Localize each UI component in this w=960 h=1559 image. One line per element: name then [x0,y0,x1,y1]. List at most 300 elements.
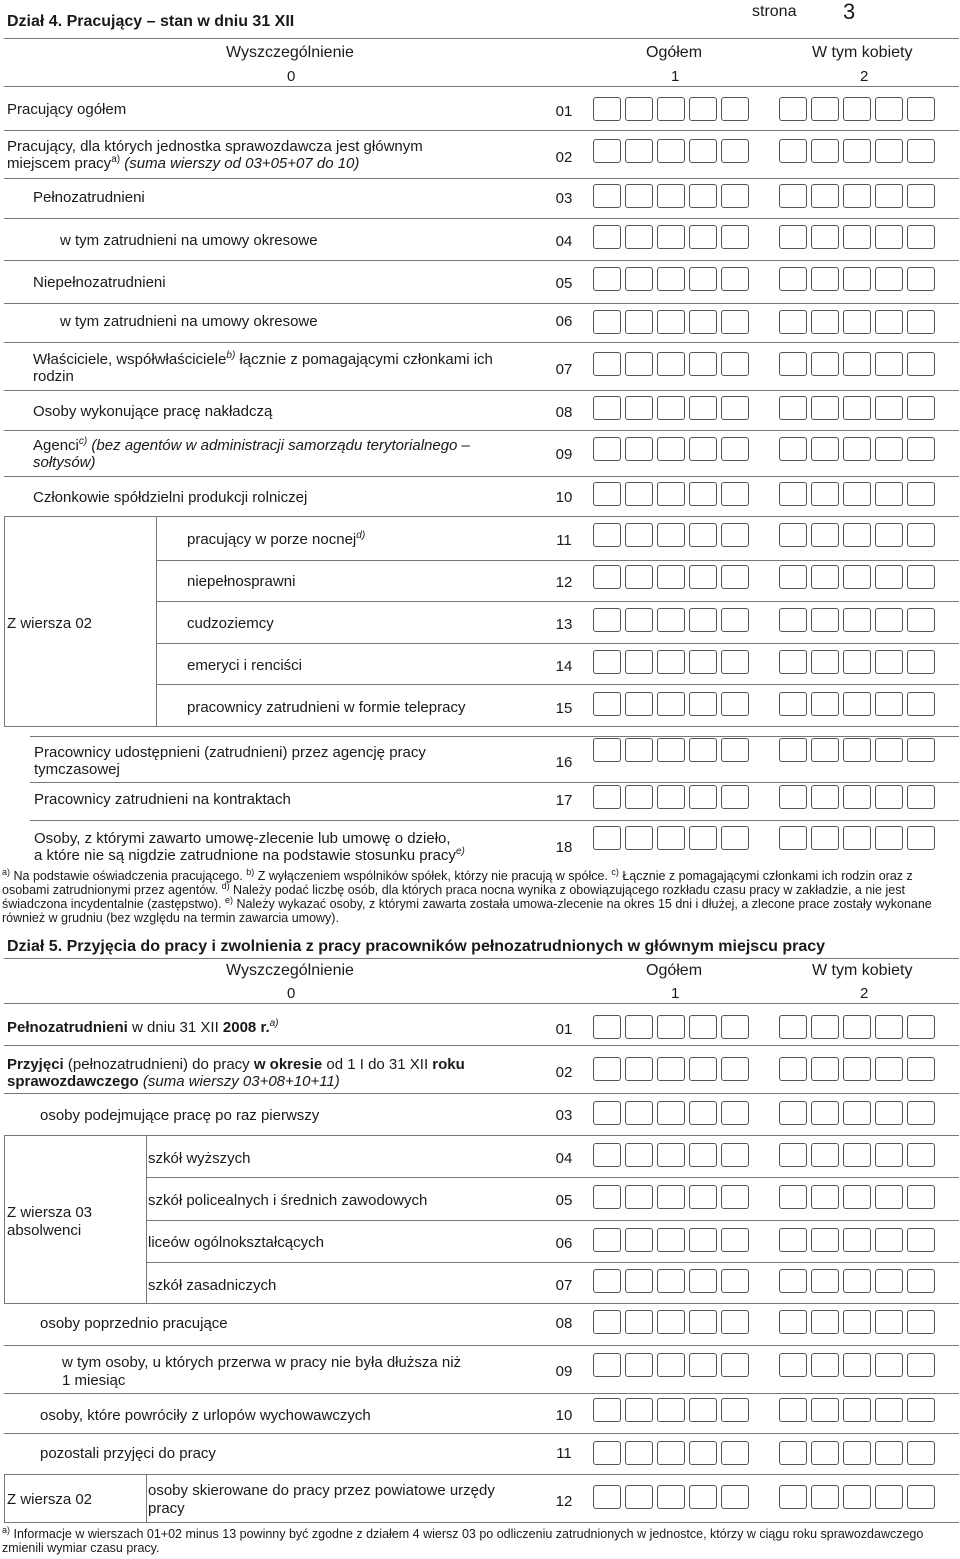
digit-input-box[interactable] [875,738,903,762]
digit-input-box[interactable] [689,184,717,208]
digit-input-box[interactable] [721,1057,749,1081]
digit-input-box[interactable] [593,1441,621,1465]
digit-input-box[interactable] [721,184,749,208]
digit-input-box[interactable] [657,785,685,809]
digit-input-box[interactable] [779,608,807,632]
digit-input-box[interactable] [657,1015,685,1039]
digit-input-box[interactable] [811,1310,839,1334]
digit-input-box[interactable] [843,310,871,334]
digit-input-box[interactable] [625,523,653,547]
digit-input-box[interactable] [593,396,621,420]
digit-input-box[interactable] [593,184,621,208]
digit-input-box[interactable] [875,139,903,163]
digit-input-box[interactable] [689,1015,717,1039]
digit-input-box[interactable] [843,482,871,506]
digit-input-box[interactable] [875,565,903,589]
digit-input-box[interactable] [657,1485,685,1509]
digit-input-box[interactable] [875,608,903,632]
digit-input-box[interactable] [593,1015,621,1039]
digit-input-box[interactable] [689,523,717,547]
digit-input-box[interactable] [593,692,621,716]
digit-input-box[interactable] [811,523,839,547]
digit-input-box[interactable] [843,225,871,249]
digit-input-box[interactable] [811,1398,839,1422]
digit-input-box[interactable] [689,565,717,589]
digit-input-box[interactable] [721,1015,749,1039]
digit-input-box[interactable] [875,1057,903,1081]
digit-input-box[interactable] [907,1485,935,1509]
digit-input-box[interactable] [625,97,653,121]
digit-input-box[interactable] [811,437,839,461]
digit-input-box[interactable] [721,1143,749,1167]
digit-input-box[interactable] [779,1228,807,1252]
digit-input-box[interactable] [811,1441,839,1465]
digit-input-box[interactable] [625,352,653,376]
digit-input-box[interactable] [721,692,749,716]
digit-input-box[interactable] [689,1310,717,1334]
digit-input-box[interactable] [811,1269,839,1293]
digit-input-box[interactable] [689,352,717,376]
digit-input-box[interactable] [721,650,749,674]
digit-input-box[interactable] [843,1441,871,1465]
digit-input-box[interactable] [811,225,839,249]
digit-input-box[interactable] [689,650,717,674]
digit-input-box[interactable] [779,437,807,461]
digit-input-box[interactable] [593,1269,621,1293]
digit-input-box[interactable] [843,785,871,809]
digit-input-box[interactable] [721,139,749,163]
digit-input-box[interactable] [843,437,871,461]
digit-input-box[interactable] [843,608,871,632]
digit-input-box[interactable] [779,97,807,121]
digit-input-box[interactable] [907,482,935,506]
digit-input-box[interactable] [779,310,807,334]
digit-input-box[interactable] [907,352,935,376]
digit-input-box[interactable] [721,1310,749,1334]
digit-input-box[interactable] [593,352,621,376]
digit-input-box[interactable] [811,608,839,632]
digit-input-box[interactable] [875,396,903,420]
digit-input-box[interactable] [625,1143,653,1167]
digit-input-box[interactable] [593,1310,621,1334]
digit-input-box[interactable] [875,1228,903,1252]
digit-input-box[interactable] [721,482,749,506]
digit-input-box[interactable] [907,1398,935,1422]
digit-input-box[interactable] [625,267,653,291]
digit-input-box[interactable] [593,1228,621,1252]
digit-input-box[interactable] [721,785,749,809]
digit-input-box[interactable] [811,97,839,121]
digit-input-box[interactable] [907,225,935,249]
digit-input-box[interactable] [779,352,807,376]
digit-input-box[interactable] [657,608,685,632]
digit-input-box[interactable] [875,1015,903,1039]
digit-input-box[interactable] [689,826,717,850]
digit-input-box[interactable] [875,785,903,809]
digit-input-box[interactable] [625,482,653,506]
digit-input-box[interactable] [657,352,685,376]
digit-input-box[interactable] [593,785,621,809]
digit-input-box[interactable] [657,139,685,163]
digit-input-box[interactable] [657,225,685,249]
digit-input-box[interactable] [875,310,903,334]
digit-input-box[interactable] [689,1269,717,1293]
digit-input-box[interactable] [625,1185,653,1209]
digit-input-box[interactable] [689,396,717,420]
digit-input-box[interactable] [875,1310,903,1334]
digit-input-box[interactable] [843,1398,871,1422]
digit-input-box[interactable] [811,565,839,589]
digit-input-box[interactable] [625,437,653,461]
digit-input-box[interactable] [625,1057,653,1081]
digit-input-box[interactable] [779,1310,807,1334]
digit-input-box[interactable] [907,1441,935,1465]
digit-input-box[interactable] [625,826,653,850]
digit-input-box[interactable] [593,1057,621,1081]
digit-input-box[interactable] [843,396,871,420]
digit-input-box[interactable] [721,523,749,547]
digit-input-box[interactable] [657,1057,685,1081]
digit-input-box[interactable] [721,1101,749,1125]
digit-input-box[interactable] [689,1398,717,1422]
digit-input-box[interactable] [811,396,839,420]
digit-input-box[interactable] [721,608,749,632]
digit-input-box[interactable] [625,738,653,762]
digit-input-box[interactable] [721,1228,749,1252]
digit-input-box[interactable] [843,184,871,208]
digit-input-box[interactable] [593,1485,621,1509]
digit-input-box[interactable] [811,1485,839,1509]
digit-input-box[interactable] [811,692,839,716]
digit-input-box[interactable] [907,1057,935,1081]
digit-input-box[interactable] [721,437,749,461]
digit-input-box[interactable] [843,565,871,589]
digit-input-box[interactable] [779,482,807,506]
digit-input-box[interactable] [907,826,935,850]
digit-input-box[interactable] [811,482,839,506]
digit-input-box[interactable] [843,267,871,291]
digit-input-box[interactable] [875,482,903,506]
digit-input-box[interactable] [811,738,839,762]
digit-input-box[interactable] [593,225,621,249]
digit-input-box[interactable] [593,1353,621,1377]
digit-input-box[interactable] [593,267,621,291]
digit-input-box[interactable] [875,1485,903,1509]
digit-input-box[interactable] [593,139,621,163]
digit-input-box[interactable] [625,310,653,334]
digit-input-box[interactable] [779,738,807,762]
digit-input-box[interactable] [843,1269,871,1293]
digit-input-box[interactable] [721,1441,749,1465]
digit-input-box[interactable] [593,565,621,589]
digit-input-box[interactable] [689,482,717,506]
digit-input-box[interactable] [779,267,807,291]
digit-input-box[interactable] [843,1485,871,1509]
digit-input-box[interactable] [843,1185,871,1209]
digit-input-box[interactable] [689,1441,717,1465]
digit-input-box[interactable] [689,608,717,632]
digit-input-box[interactable] [721,1353,749,1377]
digit-input-box[interactable] [721,310,749,334]
digit-input-box[interactable] [843,1015,871,1039]
digit-input-box[interactable] [721,396,749,420]
digit-input-box[interactable] [779,1101,807,1125]
digit-input-box[interactable] [593,482,621,506]
digit-input-box[interactable] [657,396,685,420]
digit-input-box[interactable] [625,184,653,208]
digit-input-box[interactable] [689,437,717,461]
digit-input-box[interactable] [907,184,935,208]
digit-input-box[interactable] [657,437,685,461]
digit-input-box[interactable] [721,1485,749,1509]
digit-input-box[interactable] [843,139,871,163]
digit-input-box[interactable] [625,1398,653,1422]
digit-input-box[interactable] [875,352,903,376]
digit-input-box[interactable] [811,826,839,850]
digit-input-box[interactable] [779,523,807,547]
digit-input-box[interactable] [811,1228,839,1252]
digit-input-box[interactable] [779,785,807,809]
digit-input-box[interactable] [779,1398,807,1422]
digit-input-box[interactable] [811,1057,839,1081]
digit-input-box[interactable] [625,139,653,163]
digit-input-box[interactable] [843,738,871,762]
digit-input-box[interactable] [689,1143,717,1167]
digit-input-box[interactable] [689,692,717,716]
digit-input-box[interactable] [875,826,903,850]
digit-input-box[interactable] [721,352,749,376]
digit-input-box[interactable] [657,1101,685,1125]
digit-input-box[interactable] [875,267,903,291]
digit-input-box[interactable] [907,692,935,716]
digit-input-box[interactable] [843,1057,871,1081]
digit-input-box[interactable] [907,1310,935,1334]
digit-input-box[interactable] [689,1057,717,1081]
digit-input-box[interactable] [657,1398,685,1422]
digit-input-box[interactable] [907,1015,935,1039]
digit-input-box[interactable] [843,97,871,121]
digit-input-box[interactable] [593,310,621,334]
digit-input-box[interactable] [625,785,653,809]
digit-input-box[interactable] [779,184,807,208]
digit-input-box[interactable] [875,1101,903,1125]
digit-input-box[interactable] [875,1185,903,1209]
digit-input-box[interactable] [875,1143,903,1167]
digit-input-box[interactable] [689,225,717,249]
digit-input-box[interactable] [843,523,871,547]
digit-input-box[interactable] [843,352,871,376]
digit-input-box[interactable] [907,1353,935,1377]
digit-input-box[interactable] [875,692,903,716]
digit-input-box[interactable] [907,437,935,461]
digit-input-box[interactable] [625,1015,653,1039]
digit-input-box[interactable] [811,1015,839,1039]
digit-input-box[interactable] [875,1353,903,1377]
digit-input-box[interactable] [907,1143,935,1167]
digit-input-box[interactable] [657,310,685,334]
digit-input-box[interactable] [779,1185,807,1209]
digit-input-box[interactable] [907,310,935,334]
digit-input-box[interactable] [907,523,935,547]
digit-input-box[interactable] [875,225,903,249]
digit-input-box[interactable] [779,1353,807,1377]
digit-input-box[interactable] [875,184,903,208]
digit-input-box[interactable] [625,1353,653,1377]
digit-input-box[interactable] [625,650,653,674]
digit-input-box[interactable] [625,225,653,249]
digit-input-box[interactable] [593,738,621,762]
digit-input-box[interactable] [843,1143,871,1167]
digit-input-box[interactable] [907,1101,935,1125]
digit-input-box[interactable] [875,437,903,461]
digit-input-box[interactable] [779,1269,807,1293]
digit-input-box[interactable] [657,1310,685,1334]
digit-input-box[interactable] [843,1353,871,1377]
digit-input-box[interactable] [907,785,935,809]
digit-input-box[interactable] [907,1269,935,1293]
digit-input-box[interactable] [779,826,807,850]
digit-input-box[interactable] [625,608,653,632]
digit-input-box[interactable] [907,608,935,632]
digit-input-box[interactable] [875,97,903,121]
digit-input-box[interactable] [779,396,807,420]
digit-input-box[interactable] [779,565,807,589]
digit-input-box[interactable] [721,565,749,589]
digit-input-box[interactable] [843,1310,871,1334]
digit-input-box[interactable] [593,826,621,850]
digit-input-box[interactable] [657,1269,685,1293]
digit-input-box[interactable] [721,1185,749,1209]
digit-input-box[interactable] [593,97,621,121]
digit-input-box[interactable] [875,1398,903,1422]
digit-input-box[interactable] [657,1143,685,1167]
digit-input-box[interactable] [779,692,807,716]
digit-input-box[interactable] [689,1353,717,1377]
digit-input-box[interactable] [811,650,839,674]
digit-input-box[interactable] [811,1353,839,1377]
digit-input-box[interactable] [625,565,653,589]
digit-input-box[interactable] [657,826,685,850]
digit-input-box[interactable] [689,139,717,163]
digit-input-box[interactable] [625,1101,653,1125]
digit-input-box[interactable] [625,1310,653,1334]
digit-input-box[interactable] [811,352,839,376]
digit-input-box[interactable] [843,650,871,674]
digit-input-box[interactable] [721,1269,749,1293]
digit-input-box[interactable] [593,437,621,461]
digit-input-box[interactable] [907,650,935,674]
digit-input-box[interactable] [689,267,717,291]
digit-input-box[interactable] [811,310,839,334]
digit-input-box[interactable] [907,97,935,121]
digit-input-box[interactable] [779,1485,807,1509]
digit-input-box[interactable] [593,1143,621,1167]
digit-input-box[interactable] [657,184,685,208]
digit-input-box[interactable] [907,267,935,291]
digit-input-box[interactable] [625,1269,653,1293]
digit-input-box[interactable] [657,97,685,121]
digit-input-box[interactable] [811,1143,839,1167]
digit-input-box[interactable] [657,650,685,674]
digit-input-box[interactable] [907,1185,935,1209]
digit-input-box[interactable] [721,1398,749,1422]
digit-input-box[interactable] [721,97,749,121]
digit-input-box[interactable] [811,1101,839,1125]
digit-input-box[interactable] [779,1057,807,1081]
digit-input-box[interactable] [689,1228,717,1252]
digit-input-box[interactable] [593,523,621,547]
digit-input-box[interactable] [811,184,839,208]
digit-input-box[interactable] [689,310,717,334]
digit-input-box[interactable] [593,650,621,674]
digit-input-box[interactable] [625,1485,653,1509]
digit-input-box[interactable] [593,1185,621,1209]
digit-input-box[interactable] [811,267,839,291]
digit-input-box[interactable] [593,1398,621,1422]
digit-input-box[interactable] [843,826,871,850]
digit-input-box[interactable] [875,1441,903,1465]
digit-input-box[interactable] [907,1228,935,1252]
digit-input-box[interactable] [779,225,807,249]
digit-input-box[interactable] [779,139,807,163]
digit-input-box[interactable] [689,738,717,762]
digit-input-box[interactable] [721,826,749,850]
digit-input-box[interactable] [689,1101,717,1125]
digit-input-box[interactable] [811,1185,839,1209]
digit-input-box[interactable] [721,267,749,291]
digit-input-box[interactable] [657,1228,685,1252]
digit-input-box[interactable] [593,608,621,632]
digit-input-box[interactable] [625,396,653,420]
digit-input-box[interactable] [907,139,935,163]
digit-input-box[interactable] [875,1269,903,1293]
digit-input-box[interactable] [657,482,685,506]
digit-input-box[interactable] [811,139,839,163]
digit-input-box[interactable] [721,225,749,249]
digit-input-box[interactable] [657,1353,685,1377]
digit-input-box[interactable] [907,396,935,420]
digit-input-box[interactable] [689,97,717,121]
digit-input-box[interactable] [689,785,717,809]
digit-input-box[interactable] [779,1015,807,1039]
digit-input-box[interactable] [811,785,839,809]
digit-input-box[interactable] [593,1101,621,1125]
digit-input-box[interactable] [907,738,935,762]
digit-input-box[interactable] [657,523,685,547]
digit-input-box[interactable] [657,1185,685,1209]
digit-input-box[interactable] [689,1485,717,1509]
digit-input-box[interactable] [721,738,749,762]
digit-input-box[interactable] [625,692,653,716]
digit-input-box[interactable] [875,523,903,547]
digit-input-box[interactable] [875,650,903,674]
digit-input-box[interactable] [625,1228,653,1252]
digit-input-box[interactable] [843,1228,871,1252]
digit-input-box[interactable] [657,565,685,589]
digit-input-box[interactable] [657,267,685,291]
digit-input-box[interactable] [907,565,935,589]
digit-input-box[interactable] [625,1441,653,1465]
digit-input-box[interactable] [843,692,871,716]
digit-input-box[interactable] [657,1441,685,1465]
digit-input-box[interactable] [779,1441,807,1465]
digit-input-box[interactable] [779,650,807,674]
digit-input-box[interactable] [779,1143,807,1167]
digit-input-box[interactable] [657,738,685,762]
digit-input-box[interactable] [843,1101,871,1125]
digit-input-box[interactable] [657,692,685,716]
digit-input-box[interactable] [689,1185,717,1209]
